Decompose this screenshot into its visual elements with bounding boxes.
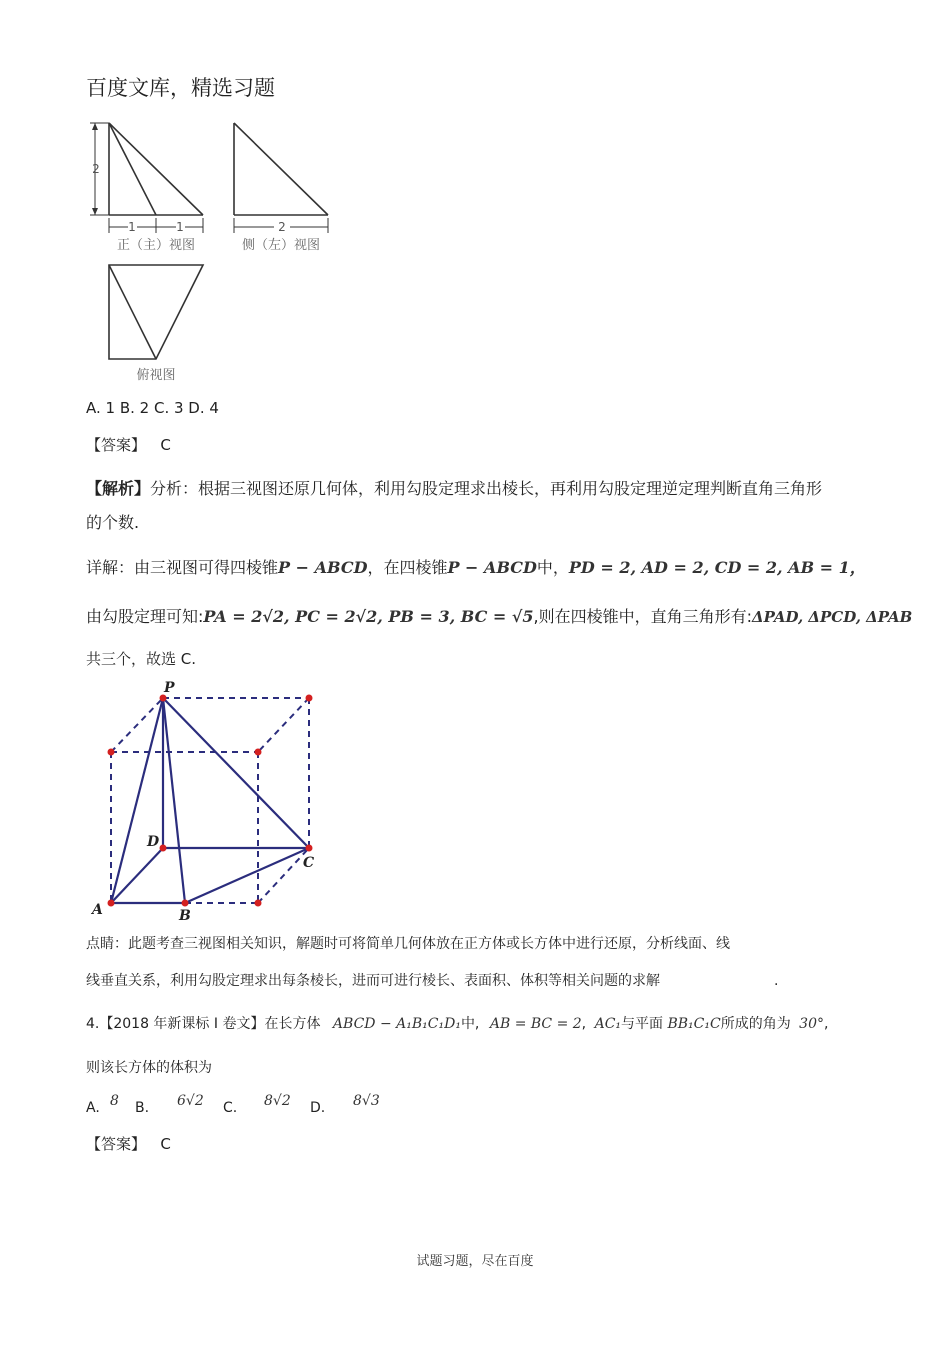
analysis-tag: 【解析】 [86, 479, 151, 498]
cube-figure [86, 680, 326, 925]
label-A: A [92, 902, 103, 918]
page-header: 百度文库，精选习题 [86, 76, 275, 100]
label-B: B [179, 908, 191, 924]
edge-BC [185, 848, 309, 903]
q4-option-d-label: D. [310, 1100, 326, 1116]
q4-ac1: AC₁ [594, 1016, 622, 1032]
vertex-front-right [255, 900, 262, 907]
answer-value: C [160, 1135, 171, 1153]
comment-line-1: 点睛：此题考查三视图相关知识，解题时可将简单几何体放在正方体或长方体中进行还原，分析线面、线 [86, 936, 730, 952]
page-footer: 试题习题，尽在百度 [416, 1254, 534, 1269]
q4-comma: , [581, 1016, 587, 1032]
detail-in: 中， [536, 558, 569, 577]
three-view-figure [84, 115, 344, 390]
front-view-hypotenuse [109, 123, 203, 215]
edge-PB [163, 698, 185, 903]
top-view-diagonal [109, 265, 156, 359]
pyramid-name: P − ABCD [278, 558, 368, 577]
edge-PC [163, 698, 309, 848]
vertex-top-right [306, 695, 313, 702]
answer-tag: 【答案】 [86, 436, 147, 454]
side-view-hypotenuse [234, 123, 328, 215]
q4-prefix: 4.【2018 年新课标 I 卷文】在长方体 [86, 1016, 321, 1032]
q4-angle: 30° [799, 1016, 824, 1032]
vertex-C [306, 845, 313, 852]
pyramid-name-2: P − ABCD [447, 558, 537, 577]
q3-options: A. 1 B. 2 C. 3 D. 4 [86, 399, 219, 417]
q3-answer-line [86, 434, 171, 456]
top-view-outline [109, 265, 203, 359]
edge-lengths: PD = 2, AD = 2, CD = 2, AB = 1， [568, 558, 866, 577]
cube-edge [258, 848, 309, 903]
front-base-dim-right: 1 [176, 220, 184, 234]
pyth-equations: PA = 2√2, PC = 2√2, PB = 3, BC = √5 [203, 607, 534, 626]
pyth-mid: ,则在四棱锥中，直角三角形有: [533, 607, 752, 626]
right-triangles: ΔPAD, ΔPCD, ΔPAB [752, 608, 913, 626]
front-view-inner-edge [109, 123, 156, 215]
q4-option-d: 8√3 [353, 1093, 380, 1109]
conclusion: 共三个，故选 C. [86, 650, 197, 668]
detail-mid: ，在四棱锥 [367, 558, 448, 577]
top-view-label: 俯视图 [136, 368, 176, 383]
q4-with-plane: 与平面 [621, 1016, 664, 1032]
vertex-top-left [108, 749, 115, 756]
comment-end: . [774, 973, 779, 989]
vertex-top-front [255, 749, 262, 756]
side-view-label: 侧（左）视图 [241, 238, 321, 253]
label-C: C [303, 855, 315, 871]
analysis-line-1 [86, 477, 822, 501]
q4-in: 中, [460, 1016, 480, 1032]
label-D: D [147, 834, 160, 850]
q4-angle-text: 所成的角为 [720, 1016, 791, 1032]
q4-line-1 [86, 1013, 828, 1035]
q4-option-c: 8√2 [264, 1093, 291, 1109]
analysis-line-2: 的个数. [86, 513, 140, 532]
detail-prefix: 详解：由三视图可得四棱锥 [86, 558, 279, 577]
vertex-D [160, 845, 167, 852]
edge-PA [111, 698, 163, 903]
answer-tag: 【答案】 [86, 1135, 147, 1153]
answer-value: C [160, 436, 171, 454]
q4-option-c-label: C. [223, 1100, 238, 1116]
label-P: P [164, 680, 175, 696]
side-base-dim: 2 [278, 220, 286, 234]
pythagoras-line [86, 605, 912, 629]
vertex-A [108, 900, 115, 907]
pyth-prefix: 由勾股定理可知: [86, 607, 204, 626]
front-height-dim: 2 [92, 162, 100, 176]
q4-option-a-label: A. [86, 1100, 100, 1116]
cube-edge [258, 698, 309, 752]
comment-line-2: 线垂直关系，利用勾股定理求出每条棱长，进而可进行棱长、表面积、体积等相关问题的求解 [86, 973, 660, 989]
q4-end: , [823, 1016, 829, 1032]
q4-line-2: 则该长方体的体积为 [86, 1060, 212, 1076]
front-base-dim-left: 1 [128, 220, 136, 234]
q4-option-b: 6√2 [177, 1093, 204, 1109]
q4-option-b-label: B. [135, 1100, 150, 1116]
q4-option-a: 8 [110, 1093, 119, 1109]
analysis-text: 分析：根据三视图还原几何体，利用勾股定理求出棱长，再利用勾股定理逆定理判断直角三角形 [150, 479, 823, 498]
front-view-label: 正（主）视图 [116, 238, 196, 253]
q4-plane: BB₁C₁C [667, 1016, 721, 1032]
q4-answer-line [86, 1133, 171, 1155]
q4-ab-bc: AB = BC = 2 [489, 1016, 582, 1032]
q4-box: ABCD − A₁B₁C₁D₁ [332, 1016, 461, 1032]
vertex-B [182, 900, 189, 907]
detail-line [86, 556, 866, 580]
